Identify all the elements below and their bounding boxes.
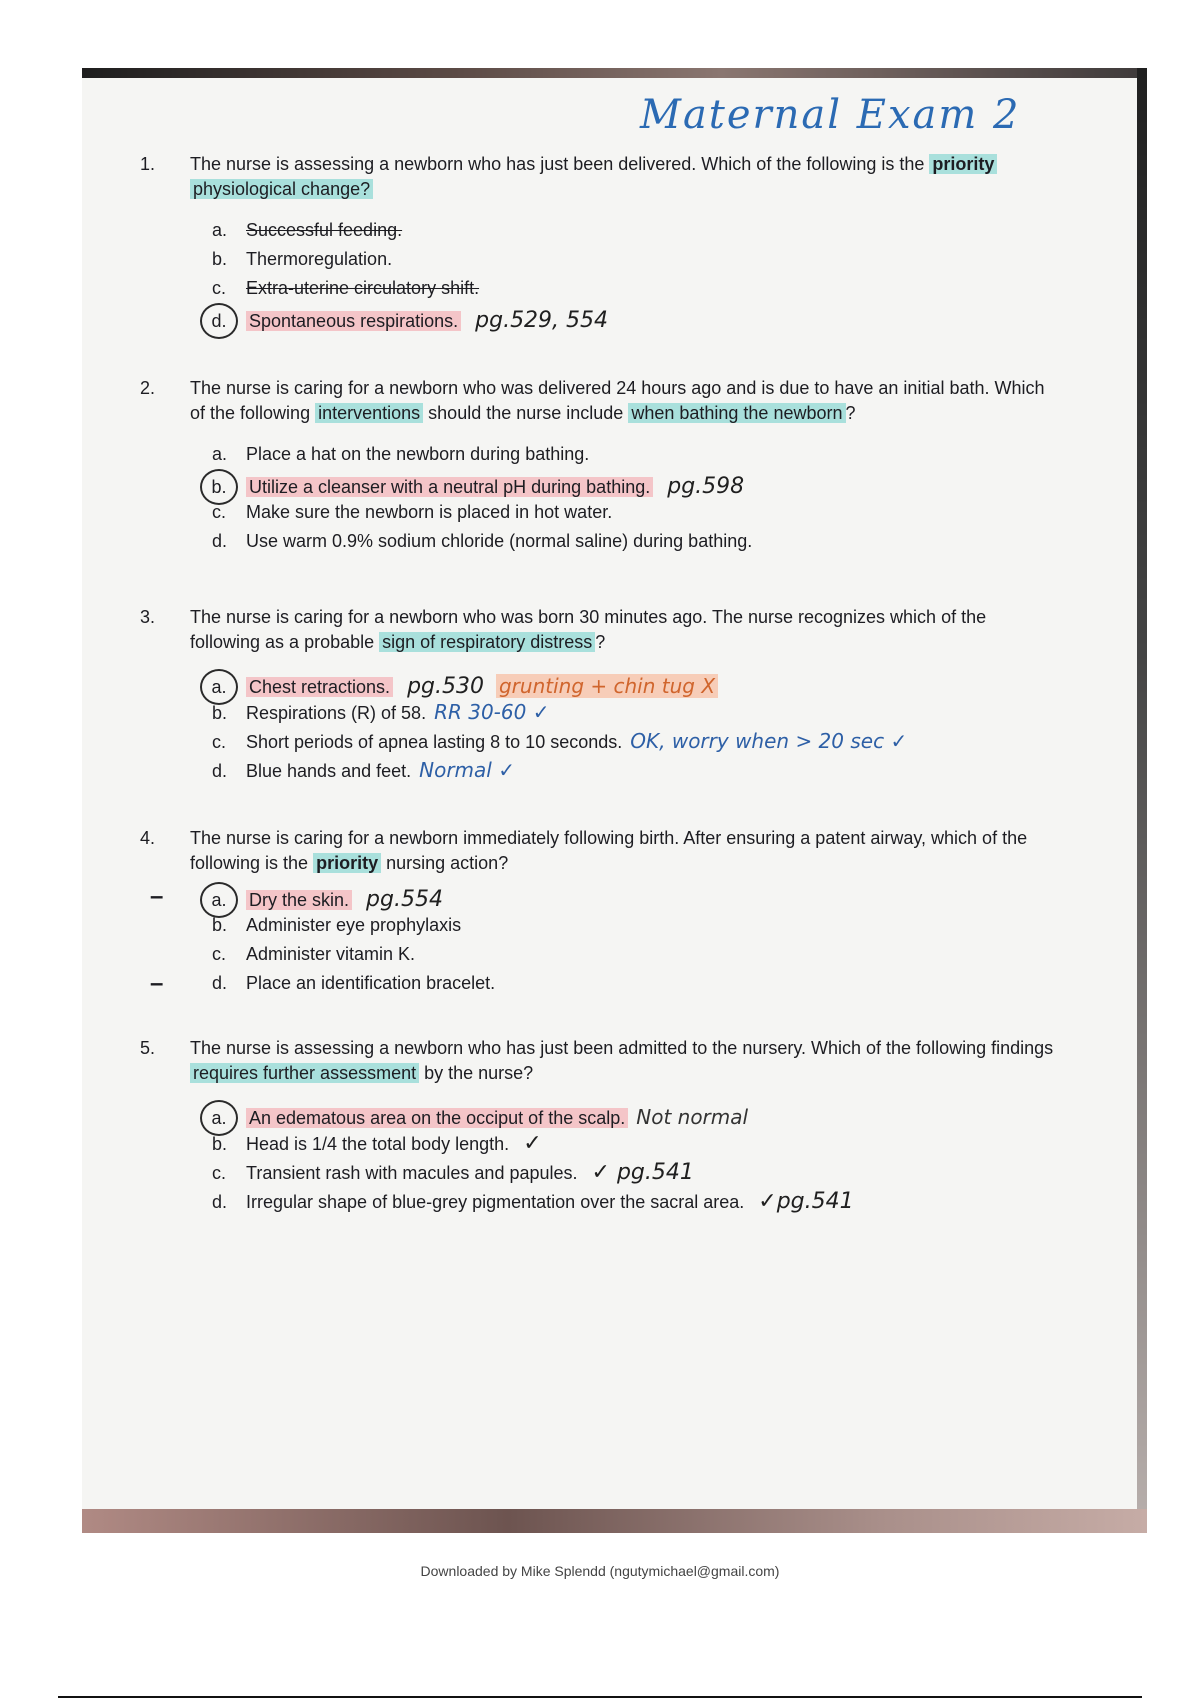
options-list <box>200 440 1060 556</box>
handwritten-note: pg.529, 554 <box>475 308 609 333</box>
dash-mark: – <box>150 883 164 910</box>
highlight: priority <box>313 853 381 873</box>
option-c: c. Extra-uterine circulatory shift. <box>212 278 480 298</box>
options-list <box>200 216 1060 332</box>
handwritten-note: ✓ pg.541 <box>591 1160 694 1185</box>
option-c: c. Short periods of apnea lasting 8 to 10 seconds. OK, worry when > 20 sec ✓ <box>212 729 908 753</box>
options-list <box>150 882 1060 998</box>
option-b: b. Thermoregulation. <box>212 249 393 269</box>
options-list <box>200 669 1060 785</box>
option-d: d. Spontaneous respirations. pg.529, 554 <box>200 303 1060 332</box>
handwritten-note: ✓pg.541 <box>758 1189 854 1214</box>
highlight: interventions <box>315 403 423 423</box>
question-number: 1. <box>140 154 156 174</box>
option-b: b. Head is 1/4 the total body length. ✓ <box>212 1131 542 1156</box>
option-b: b. Administer eye prophylaxis <box>212 915 462 935</box>
question-text: The nurse is assessing a newborn who has just been admitted to the nursery. Which of the following findings requires further assessment by the nurse? <box>190 1038 1054 1083</box>
options-list <box>200 1100 1060 1216</box>
handwritten-note: RR 30-60 ✓ <box>434 700 550 724</box>
option-d: d. Use warm 0.9% sodium chloride (normal saline) during bathing. <box>212 531 753 551</box>
handwritten-note: Not normal <box>636 1105 749 1129</box>
handwritten-note: ✓ <box>523 1131 542 1156</box>
question-4 <box>140 826 1060 998</box>
handwritten-note: Normal ✓ <box>419 758 515 782</box>
highlight: requires further assessment <box>190 1063 419 1083</box>
question-1 <box>140 152 1060 332</box>
bottom-divider <box>58 1696 1142 1698</box>
dash-mark: – <box>150 970 164 997</box>
circled-answer: a. <box>200 669 238 705</box>
option-a: a. An edematous area on the occiput of the scalp. Not normal <box>200 1100 1060 1129</box>
question-number: 2. <box>140 378 156 398</box>
handwritten-note: pg.530 <box>407 674 484 699</box>
question-number: 3. <box>140 607 156 627</box>
circled-answer: d. <box>200 303 238 339</box>
circled-answer: b. <box>200 469 238 505</box>
question-text: The nurse is caring for a newborn who was born 30 minutes ago. The nurse recognizes which of the following as a probable sign of respiratory distress ? <box>190 607 987 652</box>
handwritten-note: pg.554 <box>366 887 443 912</box>
circled-answer: a. <box>200 1100 238 1136</box>
highlight: physiological change? <box>190 179 373 199</box>
highlight: priority <box>929 154 997 174</box>
option-c: c. Transient rash with macules and papules. ✓ pg.541 <box>212 1160 694 1185</box>
handwritten-title: Maternal Exam 2 <box>640 92 1021 138</box>
question-2 <box>140 376 1060 556</box>
question-text: The nurse is caring for a newborn who was delivered 24 hours ago and is due to have an initial bath. Which of the following interventions should the nurse include when bathing the newborn ? <box>190 378 1045 423</box>
option-a: a. Successful feeding. <box>212 220 403 240</box>
option-a: a. Place a hat on the newborn during bathing. <box>212 444 590 464</box>
page-right-shadow <box>1137 68 1147 1533</box>
page-bottom-shadow <box>82 1509 1147 1533</box>
option-a: a. Chest retractions. pg.530 grunting + chin tug X <box>200 669 1060 698</box>
question-number: 5. <box>140 1038 156 1058</box>
handwritten-note-orange: grunting + chin tug X <box>496 674 718 698</box>
question-5 <box>140 1036 1060 1216</box>
question-text: The nurse is caring for a newborn immediately following birth. After ensuring a patent airway, which of the following is the priority nursing action? <box>190 828 1028 873</box>
question-number: 4. <box>140 828 156 848</box>
option-c: c. Administer vitamin K. <box>212 944 416 964</box>
question-text: The nurse is assessing a newborn who has just been delivered. Which of the following is the priority physiological change? <box>190 152 1060 202</box>
option-d: d. Blue hands and feet. Normal ✓ <box>212 758 515 782</box>
option-b: b. Respirations (R) of 58. RR 30-60 ✓ <box>212 700 550 724</box>
question-3 <box>140 605 1060 785</box>
circled-answer: a. <box>200 882 238 918</box>
download-footer: Downloaded by Mike Splendd (ngutymichael@gmail.com) <box>420 1563 780 1579</box>
option-b: b. Utilize a cleanser with a neutral pH during bathing. pg.598 <box>200 469 1060 498</box>
highlight: when bathing the newborn <box>628 403 845 423</box>
highlight: sign of respiratory distress <box>379 632 595 652</box>
option-d: d. Irregular shape of blue-grey pigmentation over the sacral area. ✓pg.541 <box>212 1189 854 1214</box>
page-top-shadow <box>82 68 1147 78</box>
handwritten-note: OK, worry when > 20 sec ✓ <box>630 729 908 753</box>
handwritten-note: pg.598 <box>667 474 745 499</box>
option-c: c. Make sure the newborn is placed in hot water. <box>212 502 613 522</box>
option-d: – d. Place an identification bracelet. <box>150 970 496 997</box>
option-a: – a. Dry the skin. pg.554 <box>200 882 1060 911</box>
